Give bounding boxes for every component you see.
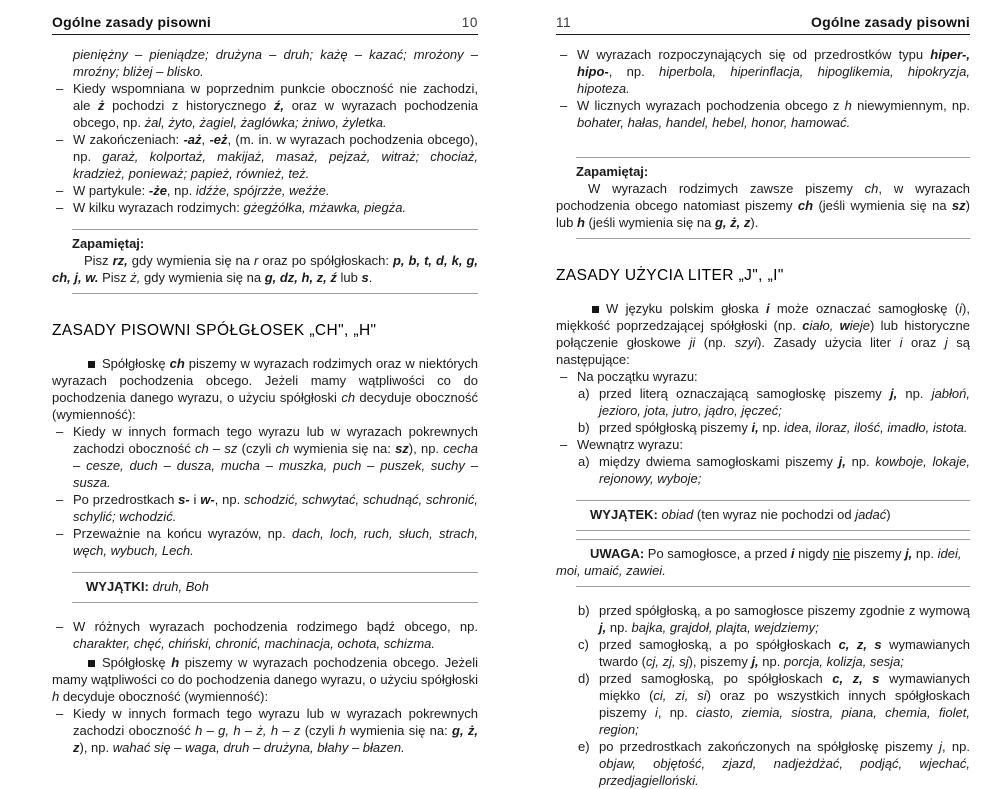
page-left-content bbox=[52, 46, 478, 756]
text-run: h – g, h – ż, h – z bbox=[195, 723, 301, 738]
text-run: ieje bbox=[849, 318, 870, 333]
divider-line bbox=[576, 238, 970, 239]
text-run: i bbox=[959, 301, 963, 316]
text-run: r bbox=[254, 253, 259, 268]
text-run: j, bbox=[751, 654, 759, 669]
text-run: ji bbox=[689, 335, 696, 350]
running-title: Ogólne zasady pisowni bbox=[52, 14, 212, 30]
text-run: gżegżółka, mżawka, piegża. bbox=[243, 200, 407, 215]
list-marker: – bbox=[560, 369, 568, 384]
paragraph-text: po przedrostkach zakończonych na spółgłoskę piszemy j, np. objaw, objętość, zjazd, nadjeżdżać, podjąć, wjechać, przedjagielloński. bbox=[599, 739, 970, 788]
text-run: wahać się – waga, druh – drużyna, błahy – błazen. bbox=[112, 740, 405, 755]
text-run: ch bbox=[169, 356, 185, 371]
text-run: p, b, t, d, k, g, ch, j, w. bbox=[52, 253, 479, 285]
text-run: kowboje, lokaje, rejonowy, wyboje; bbox=[599, 454, 971, 486]
list-marker: – bbox=[56, 492, 64, 507]
paragraph-text: W licznych wyrazach pochodzenia obcego z h niewymiennym, np. bohater, hałas, handel, hebel, honor, hamować. bbox=[577, 98, 970, 130]
list-item bbox=[556, 368, 970, 385]
text-run: h bbox=[338, 723, 346, 738]
square-bullet-icon bbox=[592, 306, 599, 313]
text-run: j, bbox=[838, 454, 846, 469]
page-left bbox=[52, 14, 478, 756]
list-item bbox=[52, 525, 478, 559]
list-item bbox=[52, 491, 478, 525]
list-marker: a) bbox=[578, 386, 590, 401]
paragraph-text: przed spółgłoską, a po samogłosce piszemy zgodnie z wymową j, np. bajka, grajdoł, plajta, wejdziemy; bbox=[599, 603, 970, 635]
text-run: c bbox=[802, 318, 810, 333]
text-run: cecha – cesze, duch – dusza, mucha – muszka, puch – puszek, suchy – susza. bbox=[73, 441, 478, 490]
list-marker: b) bbox=[578, 420, 590, 435]
note-box bbox=[52, 229, 478, 294]
list-marker: – bbox=[56, 200, 64, 215]
note-box bbox=[556, 157, 970, 239]
paragraph bbox=[52, 355, 478, 423]
text-run: i bbox=[654, 705, 658, 720]
list-item bbox=[52, 705, 478, 756]
page-right-content bbox=[556, 46, 970, 789]
list-item bbox=[52, 423, 478, 491]
list-marker: – bbox=[56, 619, 64, 634]
list-marker: – bbox=[56, 526, 64, 541]
list-item bbox=[556, 602, 970, 636]
note-text: W wyrazach rodzimych zawsze piszemy ch, w wyrazach pochodzenia obcego natomiast piszemy ch (jeśli wymienia się na sz) lub h (jeśli wymienia się na g, ż, z). bbox=[556, 181, 971, 230]
text-run: nie bbox=[832, 546, 851, 561]
text-run: g, ż, z bbox=[714, 215, 751, 230]
text-run: pieniężny – pieniądze; drużyna – druh; każę – kazać; mrożony – mroźny; bliżej – blisko. bbox=[73, 47, 478, 79]
text-run: żal, żyto, żagiel, żaglówka; żniwo, żyletka. bbox=[144, 115, 387, 130]
paragraph-text: Na początku wyrazu: bbox=[577, 369, 698, 384]
exception-text: WYJĄTEK: obiad (ten wyraz nie pochodzi od jadać) bbox=[590, 507, 891, 522]
text-run: j bbox=[939, 739, 942, 754]
paragraph-text: Kiedy w innych formach tego wyrazu lub w wyrazach pokrewnych zachodzi oboczność h – g, h – ż, h – z (czyli h wymienia się na: g, ż, z), np. wahać się – waga, druh – drużyna, błahy – błazen. bbox=[73, 706, 478, 755]
text-run: ch bbox=[864, 181, 879, 196]
text-run: s- bbox=[178, 492, 190, 507]
paragraph-text: Przeważnie na końcu wyrazów, np. dach, loch, ruch, słuch, strach, węch, wybuch, Lech. bbox=[73, 526, 478, 558]
text-run: ź, bbox=[273, 98, 285, 113]
paragraph-text bbox=[73, 46, 478, 80]
text-run: iało, bbox=[809, 318, 840, 333]
text-run: h bbox=[844, 98, 852, 113]
text-run: -aż bbox=[183, 132, 202, 147]
list-marker: d) bbox=[578, 671, 590, 686]
text-run: dach, loch, ruch, słuch, strach, węch, wybuch, Lech. bbox=[73, 526, 478, 558]
note-label: Zapamiętaj: bbox=[72, 236, 145, 251]
list-item bbox=[52, 80, 478, 131]
paragraph-text: W wyrazach rozpoczynających się od przedrostków typu hiper-, hipo-, np. hiperbola, hiperinflacja, hipoglikemia, hipokryzja, hipoteza. bbox=[577, 47, 970, 96]
text-run: h bbox=[576, 215, 585, 230]
text-run: obiad bbox=[661, 507, 694, 522]
list-item bbox=[556, 97, 970, 131]
page-header bbox=[556, 14, 970, 35]
text-run: hiper-, hipo- bbox=[577, 47, 970, 79]
text-run: sz bbox=[951, 198, 966, 213]
paragraph-text: W różnych wyrazach pochodzenia rodzimego bądź obcego, np. charakter, chęć, chiński, chronić, machinacja, ochota, schizma. bbox=[73, 619, 478, 651]
list-item bbox=[556, 738, 970, 789]
text-run: ciasto, ziemia, siostra, piana, chemia, fiolet, region; bbox=[599, 705, 970, 737]
text-run: c, z, s bbox=[832, 671, 880, 686]
list-marker: – bbox=[56, 132, 64, 147]
paragraph-text: Kiedy wspomniana w poprzednim punkcie oboczność nie zachodzi, ale ż pochodzi z historycznego ź, oraz w wyrazach pochodzenia obcego, np. żal, żyto, żagiel, żaglówka; żniwo, żyletka. bbox=[73, 81, 478, 130]
paragraph-text: Kiedy w innych formach tego wyrazu lub w wyrazach pokrewnych zachodzi oboczność ch – sz (czyli ch wymienia się na: sz), np. cecha – cesze, duch – dusza, mucha – muszka, puch – puszek, suchy – susza. bbox=[73, 424, 478, 490]
section-heading: ZASADY UŻYCIA LITER „J", „I" bbox=[556, 267, 784, 284]
text-run: jabłoń, jezioro, jota, jutro, jądro, jęczeć; bbox=[599, 386, 970, 418]
text-run: h bbox=[171, 655, 180, 670]
text-run: WYJĄTKI: bbox=[86, 579, 153, 594]
text-run: UWAGA: bbox=[590, 546, 648, 561]
text-run: idea, iloraz, ilość, imadło, istota. bbox=[784, 420, 968, 435]
text-run: h bbox=[52, 689, 60, 704]
divider-line bbox=[576, 586, 970, 587]
text-run: j, bbox=[905, 546, 913, 561]
list-marker: – bbox=[560, 47, 568, 62]
page-number: 10 bbox=[461, 15, 478, 30]
list-item bbox=[556, 670, 970, 738]
text-run: schodzić, schwytać, schudnąć, schronić, schylić; wchodzić. bbox=[73, 492, 478, 524]
text-run: idei, moi, umaić, zawiei. bbox=[556, 546, 962, 578]
text-run: j, bbox=[599, 620, 607, 635]
text-run: s bbox=[361, 270, 369, 285]
text-run: szyi bbox=[734, 335, 758, 350]
list-marker: – bbox=[56, 706, 64, 721]
list-item bbox=[556, 419, 970, 436]
text-run: j, bbox=[889, 386, 898, 401]
text-run: WYJĄTEK: bbox=[590, 507, 662, 522]
text-run: i bbox=[765, 301, 770, 316]
continuation-paragraph bbox=[73, 46, 478, 80]
list-item bbox=[52, 131, 478, 182]
note-label: Zapamiętaj: bbox=[576, 164, 649, 179]
list-item bbox=[556, 46, 970, 97]
list-marker: – bbox=[560, 98, 568, 113]
text-run: idźże, spójrzże, weźże. bbox=[195, 183, 330, 198]
paragraph-text: przed samogłoską, a po spółgłoskach c, z, s wymawianych twardo (cj, zj, sj), piszemy j, np. porcja, kolizja, sesja; bbox=[599, 637, 970, 669]
text-run: sz bbox=[395, 441, 409, 456]
divider-line bbox=[72, 293, 478, 294]
square-bullet-icon bbox=[88, 660, 95, 667]
page-right bbox=[556, 14, 970, 789]
text-run: i, bbox=[751, 420, 759, 435]
list-marker: – bbox=[560, 437, 568, 452]
list-marker: – bbox=[56, 183, 64, 198]
text-run: i bbox=[790, 546, 795, 561]
running-title: Ogólne zasady pisowni bbox=[810, 14, 970, 30]
text-run: i bbox=[899, 335, 903, 350]
paragraph bbox=[556, 300, 970, 368]
note-text: Pisz rz, gdy wymienia się na r oraz po spółgłoskach: p, b, t, d, k, g, ch, j, w. Pisz ż, gdy wymienia się na g, dz, h, z, ź lub s. bbox=[52, 253, 479, 285]
text-run: bajka, grajdoł, plajta, wejdziemy; bbox=[631, 620, 819, 635]
exception-box bbox=[556, 539, 970, 587]
section-heading: ZASADY PISOWNI SPÓŁGŁOSEK „CH", „H" bbox=[52, 322, 377, 339]
text-run: ż bbox=[98, 98, 105, 113]
paragraph-text: Spółgłoskę h piszemy w wyrazach pochodzenia obcego. Jeżeli mamy wątpliwości co do pochodzenia danego wyrazu, o użyciu spółgłoski h decyduje oboczność (wymienność): bbox=[52, 655, 478, 704]
text-run: ch – sz bbox=[194, 441, 238, 456]
list-item bbox=[556, 453, 970, 487]
list-item bbox=[556, 385, 970, 419]
paragraph-text: przed samogłoską, po spółgłoskach c, z, s wymawianych miękko (ci, zi, si) oraz po wszystkich innych spółgłoskach piszemy i, np. ciasto, ziemia, siostra, piana, chemia, fiolet, region; bbox=[599, 671, 970, 737]
text-run: charakter, chęć, chiński, chronić, machinacja, ochota, schizma. bbox=[73, 636, 435, 651]
list-marker: b) bbox=[578, 603, 590, 618]
paragraph bbox=[52, 654, 478, 705]
text-run: objaw, objętość, zjazd, nadjeżdżać, podjąć, wjechać, przedjagielloński. bbox=[599, 756, 970, 788]
text-run: c, z, s bbox=[838, 637, 882, 652]
divider-line bbox=[72, 602, 478, 603]
paragraph-text: między dwiema samogłoskami piszemy j, np. kowboje, lokaje, rejonowy, wyboje; bbox=[599, 454, 971, 486]
text-run: cj, zj, sj bbox=[645, 654, 689, 669]
page-number: 11 bbox=[556, 15, 572, 30]
list-item bbox=[556, 436, 970, 453]
text-run: garaż, kolportaż, makijaż, masaż, pejzaż, witraż; chociaż, kradzież, ponieważ; papież, również, też. bbox=[73, 149, 478, 181]
paragraph-text: Spółgłoskę ch piszemy w wyrazach rodzimych oraz w niektórych wyrazach pochodzenia obcego. Jeżeli mamy wątpliwości co do pochodzenia danego wyrazu, o użyciu spółgłoski ch decyduje oboczność (wymienność): bbox=[52, 356, 478, 422]
list-marker: c) bbox=[578, 637, 589, 652]
list-item bbox=[52, 199, 478, 216]
divider-line bbox=[576, 530, 970, 531]
list-item bbox=[52, 618, 478, 652]
text-run: ż, bbox=[130, 270, 141, 285]
list-item bbox=[52, 182, 478, 199]
text-run: g, dz, h, z, ź bbox=[264, 270, 337, 285]
square-bullet-icon bbox=[88, 361, 95, 368]
text-run: ch bbox=[341, 390, 356, 405]
paragraph-text: Po przedrostkach s- i w-, np. schodzić, schwytać, schudnąć, schronić, schylić; wchodzić. bbox=[73, 492, 478, 524]
paragraph-text: przed literą oznaczającą samogłoskę piszemy j, np. jabłoń, jezioro, jota, jutro, jądro, jęczeć; bbox=[599, 386, 970, 418]
text-run: bohater, hałas, handel, hebel, honor, hamować. bbox=[577, 115, 851, 130]
text-run: j bbox=[944, 335, 948, 350]
exception-text bbox=[52, 573, 478, 602]
text-run: -eż bbox=[209, 132, 228, 147]
text-run: ci, zi, si bbox=[653, 688, 707, 703]
text-run: jadać bbox=[855, 507, 887, 522]
text-run: druh, Boh bbox=[152, 579, 209, 594]
text-run: -że bbox=[148, 183, 167, 198]
text-run: ch bbox=[797, 198, 814, 213]
list-marker: – bbox=[56, 81, 64, 96]
text-run: ch bbox=[275, 441, 290, 456]
list-marker: e) bbox=[578, 739, 590, 754]
exception-text: UWAGA: Po samogłosce, a przed i nigdy nie piszemy j, np. idei, moi, umaić, zawiei. bbox=[556, 546, 962, 578]
exception-box bbox=[52, 572, 478, 603]
list-marker: a) bbox=[578, 454, 590, 469]
text-run: g, ż, z bbox=[73, 723, 478, 755]
paragraph-text: przed spółgłoską piszemy i, np. idea, iloraz, ilość, imadło, istota. bbox=[599, 420, 968, 435]
paragraph-text: W kilku wyrazach rodzimych: gżegżółka, mżawka, piegża. bbox=[73, 200, 407, 215]
paragraph-text: W języku polskim głoska i może oznaczać samogłoskę (i), miękkość poprzedzającej spółgłoski (np. ciało, wieje) lub historyczne połączenie głoskowe ji (np. szyi). Zasady użycia liter i oraz j są następujące: bbox=[556, 301, 971, 367]
text-run: porcja, kolizja, sesja; bbox=[783, 654, 904, 669]
text-run: hiperbola, hiperinflacja, hipoglikemia, hipokryzja, hipoteza. bbox=[577, 64, 970, 96]
page-header bbox=[52, 14, 478, 35]
text-run: rz, bbox=[112, 253, 128, 268]
list-item bbox=[556, 636, 970, 670]
text-run: w bbox=[839, 318, 850, 333]
exception-box bbox=[556, 500, 970, 531]
text-run: w- bbox=[200, 492, 215, 507]
paragraph-text: W partykule: -że, np. idźże, spójrzże, weźże. bbox=[73, 183, 330, 198]
paragraph-text: Wewnątrz wyrazu: bbox=[577, 437, 683, 452]
list-marker: – bbox=[56, 424, 64, 439]
paragraph-text: W zakończeniach: -aż, -eż, (m. in. w wyrazach pochodzenia obcego), np. garaż, kolportaż, makijaż, masaż, pejzaż, witraż; chociaż, kradzież, ponieważ; papież, również, też. bbox=[73, 132, 478, 181]
